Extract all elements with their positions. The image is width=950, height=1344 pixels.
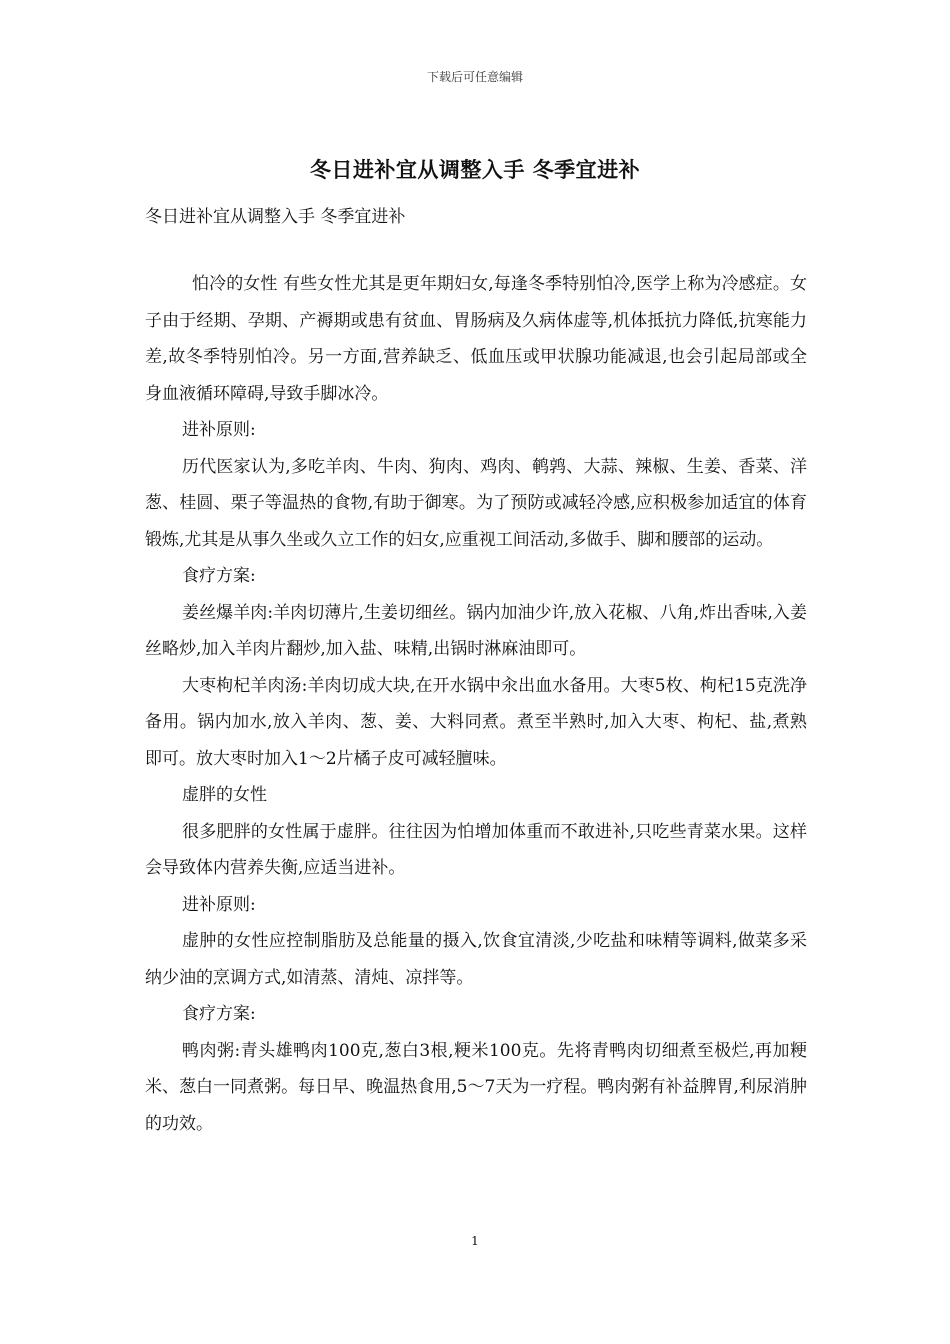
paragraph: 很多肥胖的女性属于虚胖。往往因为怕增加体重而不敢进补,只吃些青菜水果。这样会导致体内营养失衡,应适当进补。 [145, 821, 807, 878]
paragraph-intro: 怕冷的女性 有些女性尤其是更年期妇女,每逢冬季特别怕冷,医学上称为冷感症。女子由于经期、孕期、产褥期或患有贫血、胃肠病及久病体虚等,机体抵抗力降低,抗寒能力差,故冬季特别怕冷。另一方面,营养缺乏、低血压或甲状腺功能减退,也会引起局部或全身血液循环障碍,导致手脚冰冷。 [145, 274, 807, 404]
paragraph-heading: 进补原则: [182, 894, 256, 915]
paragraph: 姜丝爆羊肉:羊肉切薄片,生姜切细丝。锅内加油少许,放入花椒、八角,炸出香味,入姜丝略炒,加入羊肉片翻炒,加入盐、味精,出锅时淋麻油即可。 [145, 602, 807, 659]
paragraph: 历代医家认为,多吃羊肉、牛肉、狗肉、鸡肉、鹌鹑、大蒜、辣椒、生姜、香菜、洋葱、桂圆、栗子等温热的食物,有助于御寒。为了预防或减轻冷感,应积极参加适宜的体育锻炼,尤其是从事久坐或久立工作的妇女,应重视工间活动,多做手、脚和腰部的运动。 [145, 456, 807, 550]
paragraph-heading: 食疗方案: [182, 1004, 256, 1024]
paragraph: 鸭肉粥:青头雄鸭肉100克,葱白3根,粳米100克。先将青鸭肉切细煮至极烂,再加粳米、葱白一同煮粥。每日早、晚温热食用,5～7天为一疗程。鸭肉粥有补益脾胃,利尿消肿的功效。 [145, 1040, 807, 1134]
paragraph-heading: 食疗方案: [182, 566, 256, 586]
document-body [145, 266, 807, 1142]
paragraph: 虚肿的女性应控制脂肪及总能量的摄入,饮食宜清淡,少吃盐和味精等调料,做菜多采纳少油的烹调方式,如清蒸、清炖、凉拌等。 [145, 931, 807, 988]
document-subtitle: 冬日进补宜从调整入手 冬季宜进补 [145, 207, 406, 227]
paragraph-heading: 虚胖的女性 [182, 785, 267, 805]
document-title: 冬日进补宜从调整入手 冬季宜进补 [309, 157, 641, 182]
paragraph-heading: 进补原则: [182, 420, 256, 440]
header-note: 下载后可任意编辑 [426, 70, 523, 84]
paragraph: 大枣枸杞羊肉汤:羊肉切成大块,在开水锅中汆出血水备用。大枣5枚、枸杞15克洗净备用。锅内加水,放入羊肉、葱、姜、大料同煮。煮至半熟时,加入大枣、枸杞、盐,煮熟即可。放大枣时加入1～2片橘子皮可减轻膻味。 [145, 675, 807, 769]
page-number: 1 [471, 1234, 479, 1248]
